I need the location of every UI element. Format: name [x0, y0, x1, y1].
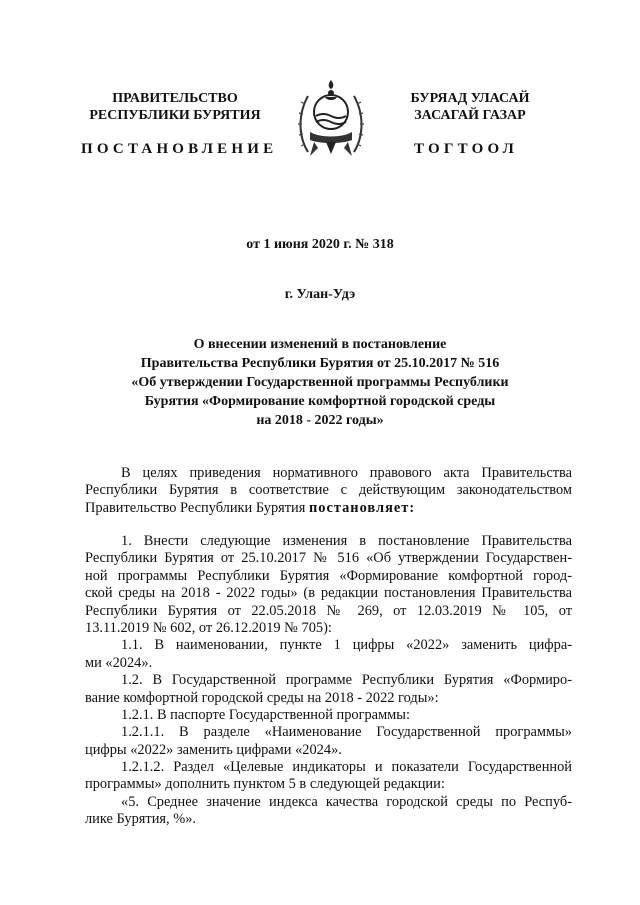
document-title [60, 335, 580, 430]
preamble [85, 465, 572, 517]
body-line: 1. Внести следующие изменения в постановление Правительства [121, 533, 572, 549]
coat-of-arms-emblem [296, 74, 366, 160]
date-number: от 1 июня 2020 г. № 318 [246, 237, 394, 252]
decree-body [85, 533, 572, 829]
body-line: ской среды на 2018 - 2022 годы» (в редакции постановления Правительства [85, 585, 572, 602]
body-line: ной программы Республики Бурятия «Формирование комфортной город- [85, 567, 572, 584]
body-line: цифры «2022» заменить цифрами «2024». [85, 741, 342, 758]
header-left [80, 90, 270, 124]
title-line: Правительства Республики Бурятия от 25.10.2017 № 516 [140, 356, 500, 371]
body-line: программы» дополнить пунктом 5 в следующей редакции: [85, 776, 445, 793]
decree-title-ru: ПОСТАНОВЛЕНИЕ [81, 141, 278, 157]
header-right [380, 90, 560, 124]
body-line: 1.2.1.1. В разделе «Наименование Государственной программы» [121, 724, 572, 741]
header-left-line2: РЕСПУБЛИКИ БУРЯТИЯ [89, 108, 261, 123]
header-right-line1: БУРЯАД УЛАСАЙ [410, 91, 530, 106]
preamble-line-last [85, 500, 572, 517]
preamble-line: В целях приведения нормативного правового акта Правительства [121, 465, 572, 481]
body-line: вание комфортной городской среды на 2018 - 2022 годы»: [85, 689, 439, 706]
body-line: ми «2024». [85, 654, 153, 671]
body-line: 1.2.1. В паспорте Государственной программы: [121, 706, 410, 723]
body-line: Республики Бурятия от 22.05.2018 № 269, от 12.03.2019 № 105, от [85, 602, 572, 619]
preamble-text: Правительство Республики Бурятия [85, 499, 306, 516]
body-line: 13.11.2019 № 602, от 26.12.2019 № 705): [85, 619, 332, 636]
body-line: Республики Бурятия от 25.10.2017 № 516 «Об утверждении Государствен- [85, 550, 572, 567]
preamble-line: Республики Бурятия в соответствие с действующим законодательством [85, 482, 572, 499]
body-line: «5. Среднее значение индекса качества городской среды по Респуб- [121, 793, 572, 810]
decree-title-bur: ТОГТООЛ [414, 141, 518, 157]
city: г. Улан-Удэ [284, 287, 356, 302]
title-line: Бурятия «Формирование комфортной городской среды [144, 394, 496, 409]
header-left-line1: ПРАВИТЕЛЬСТВО [112, 91, 238, 106]
body-line: лике Бурятия, %». [85, 811, 196, 828]
body-line: 1.2.1.2. Раздел «Целевые индикаторы и показатели Государственной [121, 759, 572, 776]
body-line: 1.1. В наименовании, пункте 1 цифры «2022» заменить цифра- [121, 637, 572, 654]
title-line: О внесении изменений в постановление [193, 337, 447, 352]
header-right-line2: ЗАСАГАЙ ГАЗАР [414, 108, 526, 123]
body-line: 1.2. В Государственной программе Республики Бурятия «Формиро- [121, 672, 572, 689]
title-line: на 2018 - 2022 годы» [256, 413, 384, 428]
title-line: «Об утверждении Государственной программы Республики [131, 375, 509, 390]
preamble-keyword: постановляет: [308, 499, 416, 516]
